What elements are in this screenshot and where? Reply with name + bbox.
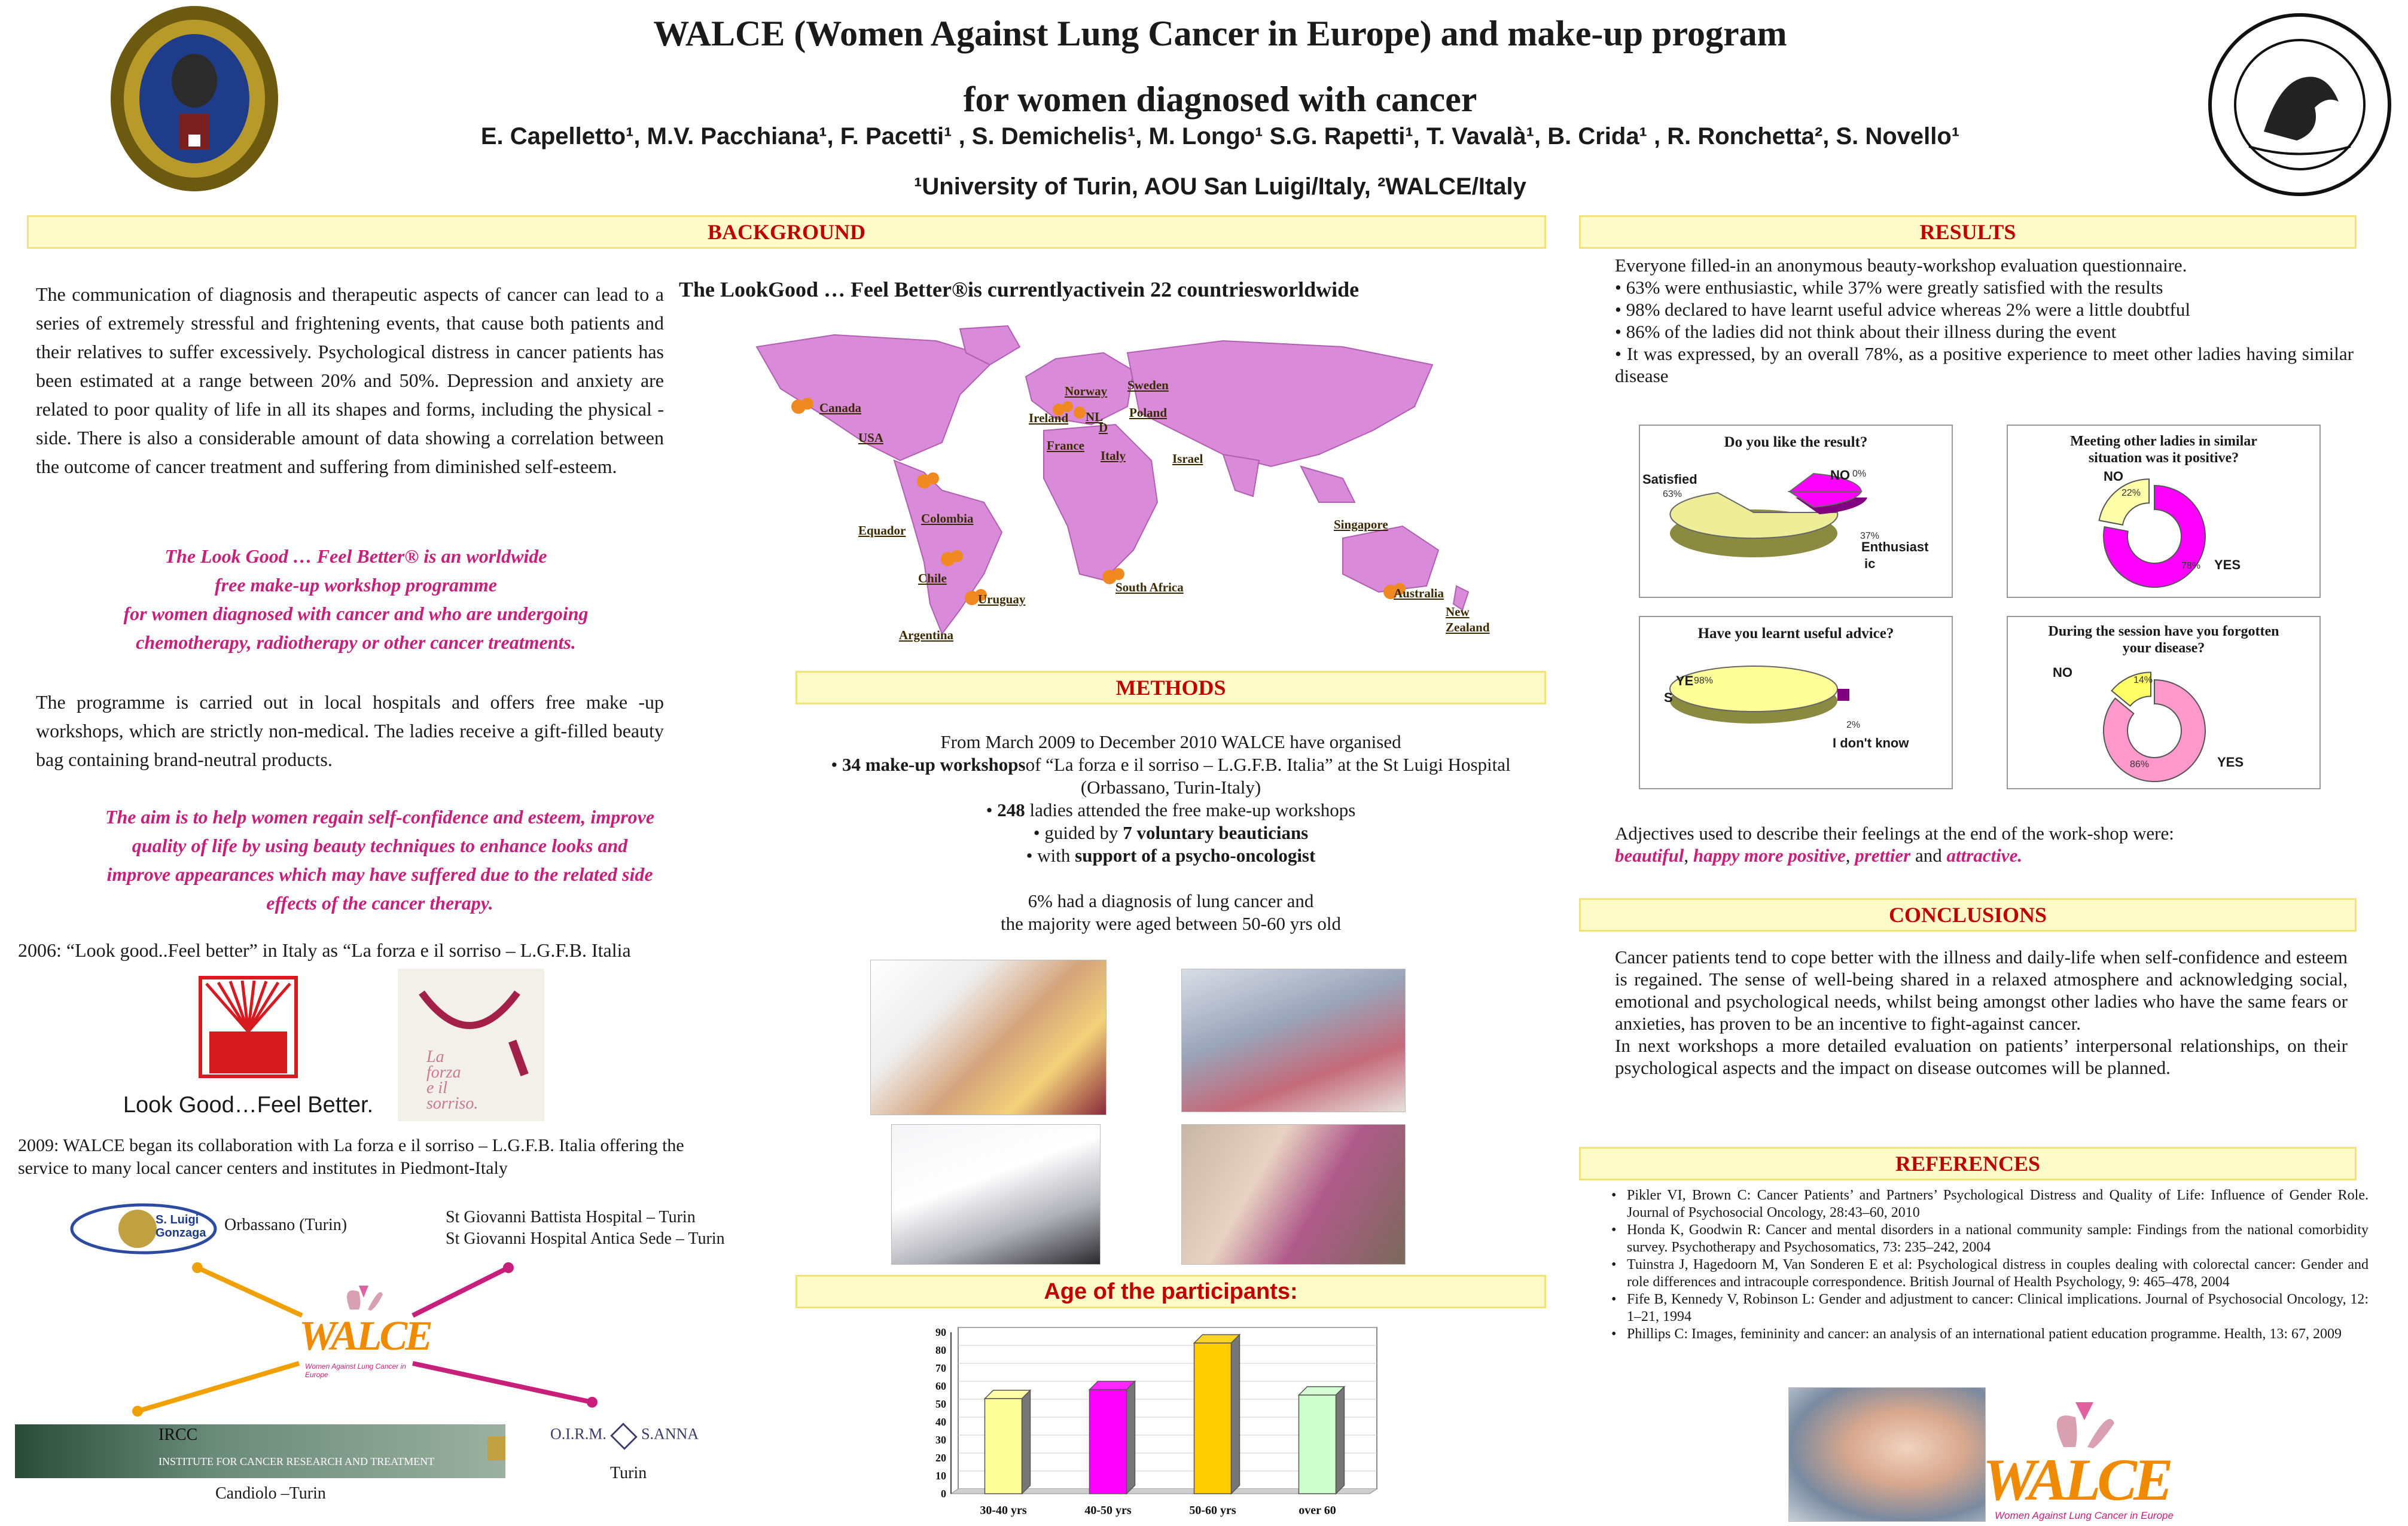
adjective: happy	[1693, 845, 1740, 866]
map-label-argentina: Argentina	[899, 628, 953, 642]
methods-text	[790, 731, 1552, 935]
conclusions-paragraph: In next workshops a more detailed evaluation on patients’ interpersonal relationships, on their psychological aspects and the impact on disease outcomes will be planned.	[1615, 1035, 2348, 1078]
adjective: attractive.	[1946, 845, 2023, 866]
chart-meeting-ladies	[2007, 425, 2321, 598]
poster-title-line1: WALCE (Women Against Lung Cancer in Europe) and make-up program	[653, 14, 1787, 53]
methods-ladies-detail: ladies attended the free make-up workshops	[1029, 799, 1356, 820]
bar-side	[1022, 1390, 1031, 1494]
label-no: NO	[2104, 469, 2123, 484]
bar-30-40-yrs	[985, 1399, 1022, 1494]
methods-note: the majority were aged between 50-60 yrs old	[1000, 913, 1341, 934]
y-tick-label: 20	[935, 1452, 946, 1464]
map-label-uruguay: Uruguay	[978, 592, 1026, 606]
candiolo-label: Candiolo –Turin	[215, 1484, 326, 1503]
bar-side	[1232, 1335, 1240, 1494]
methods-intro: From March 2009 to December 2010 WALCE have organised	[940, 731, 1401, 752]
makeup-products-photo	[870, 960, 1107, 1115]
walce-logo-subtitle: Women Against Lung Cancer in Europe	[1995, 1510, 2174, 1521]
bar-side	[1127, 1381, 1135, 1494]
map-label-singapore: Singapore	[1334, 517, 1388, 532]
map-label-france: France	[1047, 438, 1084, 453]
highlight-line: for women diagnosed with cancer and who are undergoing	[123, 603, 589, 624]
walce-logo-text: WALCE	[299, 1313, 431, 1359]
results-bullet-text: 98% declared to have learnt useful advice whereas 2% were a little doubtful	[1626, 299, 2190, 320]
adjectives-block: Adjectives used to describe their feelings at the end of the work-shop were: beautiful, happy more positive, prettier and attractive.	[1615, 822, 2354, 866]
methods-workshops-detail: of “La forza e il sorriso – L.G.F.B. Italia” at the St Luigi Hospital (Orbassano, Turin-Italy)	[1025, 754, 1511, 798]
results-bullet-text: It was expressed, by an overall 78%, as a positive experience to meet other ladies having similar disease	[1615, 343, 2354, 386]
map-label-d: D	[1099, 420, 1108, 435]
age-bar-chart	[912, 1326, 1403, 1524]
results-bullet-text: 86% of the ladies did not think about their illness during the event	[1626, 321, 2117, 342]
chart-forgotten-disease	[2007, 616, 2321, 789]
methods-note: 6% had a diagnosis of lung cancer and	[1028, 890, 1314, 911]
chart-title: During the session have you forgotten your disease?	[2048, 624, 2279, 656]
la-forza-e-il-sorriso-logo	[398, 969, 544, 1121]
ircc-logo	[15, 1424, 505, 1478]
adjective: prettier	[1855, 845, 1911, 866]
results-bullet: • 98% declared to have learnt useful advice whereas 2% were a little doubtful	[1615, 299, 2190, 320]
chart-title: Do you like the result?	[1724, 434, 1868, 450]
st-giovanni-line: St Giovanni Battista Hospital – Turin	[446, 1208, 696, 1226]
results-bullet-text: 63% were enthusiastic, while 37% were greatly satisfied with the results	[1626, 277, 2163, 298]
adjective: beautiful	[1615, 845, 1684, 866]
ircc-short: IRCC	[158, 1426, 198, 1444]
ircc-full: INSTITUTE FOR CANCER RESEARCH AND TREATMENT	[158, 1455, 435, 1467]
bar-over-60	[1299, 1395, 1336, 1494]
y-tick-label: 70	[935, 1362, 946, 1374]
chart-useful-advice	[1639, 616, 1953, 789]
age-heading: Age of the participants:	[795, 1275, 1546, 1308]
adjective: more positive	[1744, 845, 1846, 866]
highlight-line: chemotherapy, radiotherapy or other cancer treatments.	[136, 631, 576, 653]
label-yes-pct: 86%	[2130, 759, 2150, 770]
reference-item: • Tuinstra J, Hagedoorn M, Van Sonderen E et al: Psychological distress in couples dealing with colorectal cancer: Gender and role differences and intracouple correspondence. British Journal of Health Psychology, 9: 465–478, 2004	[1609, 1256, 2369, 1291]
methods-with: with	[1037, 845, 1071, 866]
aim-line: improve appearances which may have suffered due to the related side	[106, 863, 653, 885]
map-label-colombia: Colombia	[921, 511, 974, 526]
world-map	[745, 323, 1546, 658]
reference-item: • Honda K, Goodwin R: Cancer and mental disorders in a national community sample: Findings from the national comorbidity survey. Psychotherapy and Psychosomatics, 73: 235–242, 2004	[1609, 1222, 2369, 1256]
reference-item: • Phillips C: Images, femininity and cancer: an analysis of an international patient education programme. Health, 13: 67, 2009	[1609, 1326, 2369, 1343]
map-label-ireland: Ireland	[1029, 411, 1069, 425]
st-giovanni-line: St Giovanni Hospital Antica Sede – Turin	[446, 1229, 725, 1248]
turin-label: Turin	[610, 1464, 647, 1482]
background-paragraph-2: The programme is carried out in local hospitals and offers free make -up workshops, which are strictly non-medical. The ladies receive a gift-filled beauty bag containing brand-neutral products.	[36, 691, 664, 770]
oirm-santanna-logo	[550, 1423, 748, 1459]
label-enthusiastic: Enthusiast	[1861, 539, 1929, 554]
aim-line: The aim is to help women regain self-confidence and esteem, improve	[105, 806, 655, 828]
poster-title-line2: for women diagnosed with cancer	[963, 80, 1477, 119]
conclusions-paragraph: Cancer patients tend to cope better with the illness and daily-life when self-confidence and esteem is regained. The sense of well-being shared in a relaxed atmosphere and acknowledging social, emotional and psychological needs, whilst being amongst other ladies who have the same fears or anxieties, has proven to be an incentive to fight-against cancer.	[1615, 947, 2348, 1034]
brushes-photo	[891, 1124, 1101, 1265]
x-tick-label: 30-40 yrs	[980, 1504, 1027, 1517]
map-label-sweden: Sweden	[1127, 378, 1169, 392]
conclusions-heading: CONCLUSIONS	[1579, 898, 2357, 932]
walce-logo-subtitle: Women Against Lung Cancer in Europe	[305, 1362, 406, 1379]
map-label-south-africa: South Africa	[1115, 580, 1184, 594]
results-intro: Everyone filled-in an anonymous beauty-workshop evaluation questionnaire.	[1615, 255, 2187, 276]
methods-workshops: 34 make-up workshops	[842, 754, 1026, 775]
year-2009-text: 2009: WALCE began its collaboration with La forza e il sorriso – L.G.F.B. Italia offering the service to many local cancer centers and institutes in Piedmont-Italy	[18, 1136, 684, 1178]
map-label-equador: Equador	[858, 523, 906, 538]
methods-bullet: • with support of a psycho-oncologist	[1026, 845, 1316, 866]
map-label-australia: Australia	[1394, 586, 1444, 600]
y-tick-label: 90	[935, 1326, 946, 1338]
methods-ladies-count: 248	[997, 799, 1025, 820]
highlight-line: free make-up workshop programme	[215, 574, 497, 596]
workshop-group-photo	[1181, 969, 1406, 1112]
label-yes: YES	[2217, 755, 2244, 770]
map-label-norway: Norway	[1065, 384, 1108, 398]
map-label-usa: USA	[858, 431, 884, 445]
label-dont-know-pct: 2%	[1846, 720, 1861, 730]
makeup-application-photo	[1181, 1124, 1406, 1265]
label-no: NO	[2053, 665, 2072, 680]
map-label-italy: Italy	[1101, 448, 1126, 463]
results-bullet: • 86% of the ladies did not think about their illness during the event	[1615, 321, 2117, 342]
map-label-israel: Israel	[1172, 451, 1203, 466]
walce-logo-center	[293, 1286, 431, 1379]
background-paragraph-1: The communication of diagnosis and therapeutic aspects of cancer can lead to a series of extremely stressful and frightening events, that cause both patients and their relatives to suffer excessively. Psychological distress in cancer patients has been estimated at a range between 20% and 50%. Depression and anxiety are related to poor quality of life in all its shapes and forms, including the physical -side. There is also a considerable amount of data showing a correlation between the outcome of cancer treatment and suffering from diminished self-esteem.	[36, 283, 664, 477]
y-tick-label: 80	[935, 1344, 946, 1356]
label-enthusiastic-wrap: ic	[1864, 556, 1876, 571]
chart-title: Meeting other ladies in similar situation was it positive?	[2070, 434, 2257, 466]
label-yes-pct: 78%	[2181, 561, 2201, 571]
oirm-text: O.I.R.M.	[550, 1425, 606, 1443]
reference-item: • Pikler VI, Brown C: Cancer Patients’ and Partners’ Psychological Distress and Quality of Life: Influence of Gender Role. Journal of Psychosocial Oncology, 28:43–60, 2010	[1609, 1187, 2369, 1222]
background-heading: BACKGROUND	[27, 215, 1546, 249]
map-label-canada: Canada	[819, 401, 862, 415]
results-bullet: • It was expressed, by an overall 78%, as a positive experience to meet other ladies having similar disease	[1615, 343, 2354, 386]
references-list	[1609, 1187, 2369, 1343]
chart-like-result	[1639, 425, 1953, 598]
forza-logo-word: e il	[426, 1079, 447, 1097]
label-yes-pct: 98%	[1694, 676, 1714, 686]
donut-slice-no	[2099, 479, 2149, 525]
results-text	[1615, 254, 2354, 387]
reference-item: • Fife B, Kennedy V, Robinson L: Gender and adjustment to cancer: Clinical implications. Journal of Psychosocial Oncology, 12: 1–21, 1994	[1609, 1291, 2369, 1326]
bar-side	[1336, 1387, 1345, 1494]
look-good-feel-better-logo	[120, 972, 377, 1121]
forza-logo-word: La	[426, 1048, 444, 1066]
x-tick-label: over 60	[1299, 1504, 1336, 1517]
label-satisfied-pct: 63%	[1663, 489, 1682, 499]
pie-slice-dont-know	[1837, 689, 1849, 701]
walce-logo-bottom	[1980, 1390, 2177, 1522]
x-tick-label: 40-50 yrs	[1084, 1504, 1132, 1517]
methods-bullet: • guided by 7 voluntary beauticians	[1033, 822, 1309, 843]
y-tick-label: 30	[935, 1434, 946, 1446]
map-label-poland: Poland	[1129, 405, 1168, 420]
forza-logo-word: forza	[426, 1063, 461, 1082]
conclusions-text	[1615, 946, 2348, 1079]
lgfb-logo-text: Look Good…Feel Better.	[123, 1092, 374, 1118]
st-luigi-logo-text: S. Luigi Gonzaga	[156, 1213, 206, 1240]
background-highlight	[36, 542, 676, 657]
label-satisfied: Satisfied	[1642, 472, 1697, 487]
santanna-text: S.ANNA	[641, 1425, 699, 1443]
poster-authors: E. Capelletto¹, M.V. Pacchiana¹, F. Pacetti¹ , S. Demichelis¹, M. Longo¹ S.G. Rapetti¹, T. Vavalà¹, B. Crida¹ , R. Ronchetta², S. Novello¹	[480, 123, 1960, 149]
university-seal-left	[108, 3, 281, 194]
methods-bullet: • 248 ladies attended the free make-up workshops	[986, 799, 1356, 820]
label-no-pct: 22%	[2122, 488, 2141, 498]
label-no-pct: 14%	[2133, 675, 2153, 685]
y-tick-label: 40	[935, 1416, 946, 1428]
year-2006-text: 2006: “Look good..Feel better” in Italy as “La forza e il sorriso – L.G.F.B. Italia	[18, 939, 631, 961]
methods-guided: guided by	[1044, 822, 1118, 843]
map-label-nl: NL	[1086, 410, 1104, 424]
methods-bullet: • 34 make-up workshopsof “La forza e il sorriso – L.G.F.B. Italia” at the St Luigi Hospital (Orbassano, Turin-Italy)	[831, 754, 1511, 798]
adjectives-and: and	[1915, 845, 1942, 866]
orbassano-label: Orbassano (Turin)	[224, 1216, 348, 1234]
label-no-pct: 0%	[1852, 469, 1867, 479]
x-tick-label: 50-60 yrs	[1189, 1504, 1236, 1517]
methods-psycho: support of a psycho-oncologist	[1075, 845, 1316, 866]
walce-logo-text: WALCE	[1983, 1446, 2170, 1513]
results-bullet: • 63% were enthusiastic, while 37% were greatly satisfied with the results	[1615, 277, 2163, 298]
forza-logo-word: sorriso.	[426, 1094, 478, 1113]
y-tick-label: 50	[935, 1398, 946, 1410]
label-no: NO	[1830, 468, 1850, 483]
santanna-icon	[610, 1423, 638, 1450]
bar-50-60-yrs	[1194, 1343, 1232, 1494]
highlight-line: The Look Good … Feel Better® is an worldwide	[164, 545, 547, 567]
label-enthusiastic-pct: 37%	[1860, 531, 1880, 541]
y-tick-label: 0	[941, 1488, 946, 1500]
pie-slice-yes	[1670, 666, 1837, 712]
map-label-chile: Chile	[918, 571, 947, 585]
references-heading: REFERENCES	[1579, 1147, 2357, 1180]
map-heading: The LookGood … Feel Better®is currentlyactivein 22 countriesworldwide	[679, 277, 1360, 301]
chart-title: Have you learnt useful advice?	[1697, 625, 1894, 642]
label-yes: YE	[1676, 673, 1694, 688]
map-label-new-zealand: New Zealand	[1446, 605, 1490, 634]
background-aim	[24, 802, 736, 917]
label-yes-wrap: S	[1664, 690, 1673, 705]
label-yes: YES	[2214, 557, 2241, 572]
bar-40-50-yrs	[1090, 1390, 1127, 1494]
aim-line: quality of life by using beauty techniques to enhance looks and	[132, 835, 628, 856]
label-dont-know: I don't know	[1833, 735, 1909, 750]
aim-line: effects of the cancer therapy.	[266, 892, 493, 914]
results-heading: RESULTS	[1579, 215, 2357, 249]
y-tick-label: 10	[935, 1470, 946, 1482]
poster-affiliation: ¹University of Turin, AOU San Luigi/Italy, ²WALCE/Italy	[914, 173, 1526, 200]
university-seal-right	[2207, 12, 2392, 197]
methods-heading: METHODS	[795, 671, 1546, 704]
methods-beauticians: 7 voluntary beauticians	[1123, 822, 1309, 843]
st-giovanni-labels	[446, 1207, 725, 1250]
adjectives-intro: Adjectives used to describe their feelings at the end of the work-shop were:	[1615, 823, 2174, 844]
y-tick-label: 60	[935, 1380, 946, 1392]
woman-portrait-photo	[1788, 1387, 1986, 1522]
